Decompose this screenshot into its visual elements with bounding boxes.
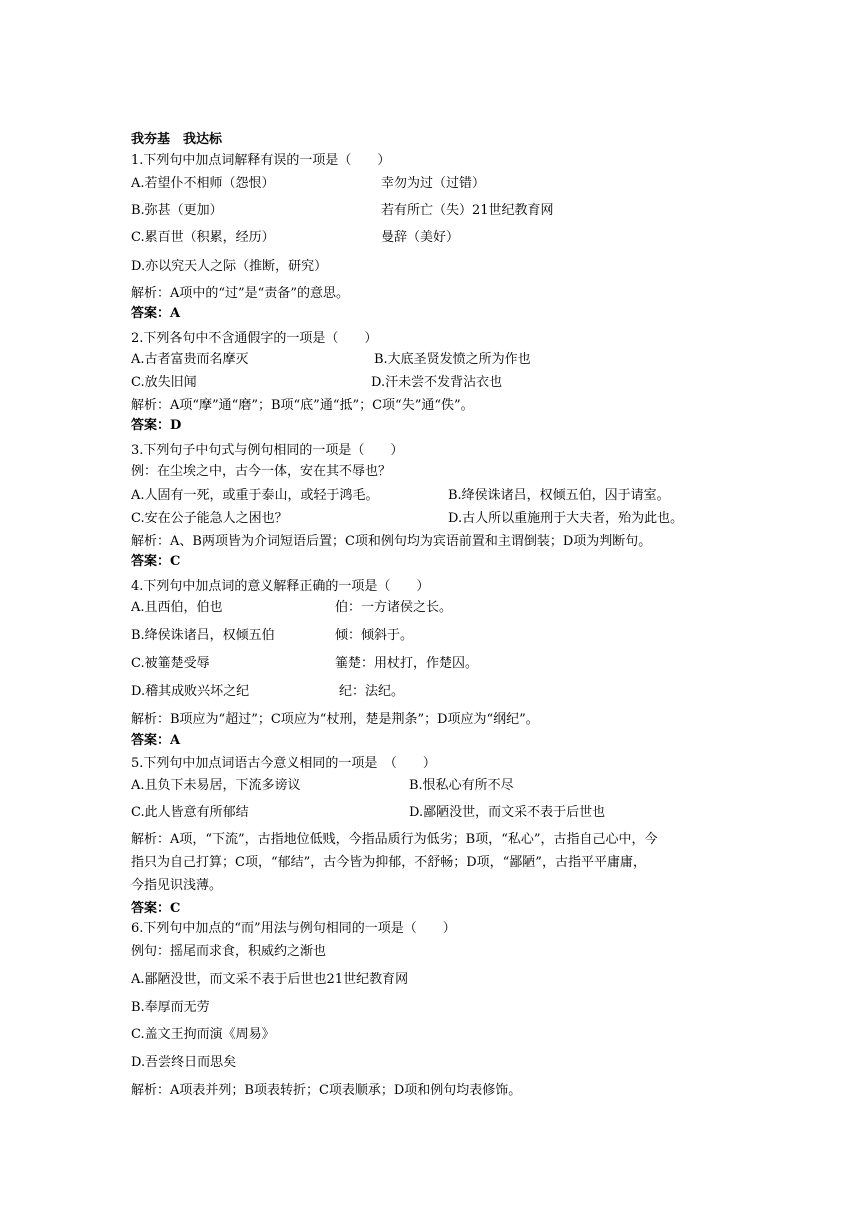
q5-analysis-line1: 解析：A项，“下流”，古指地位低贱，今指品质行为低劣；B项，“私心”，古指自己心中，今 [131, 832, 658, 847]
q2-option-a: A.古者富贵而名摩灭 [131, 352, 249, 367]
q4-analysis: 解析：B项应为“超过”；C项应为“杖刑，楚是荆条”；D项应为“纲纪”。 [131, 712, 539, 727]
q4-answer: 答案：A [131, 733, 181, 748]
q5-stem: 5.下列句中加点词语古今意义相同的一项是 （ ） [131, 756, 436, 771]
q3-option-b: B.绛侯诛诸吕，权倾五伯，囚于请室。 [448, 488, 670, 503]
q6-option-d: D.吾尝终日而思矣 [131, 1055, 237, 1070]
q5-option-b: B.恨私心有所不尽 [409, 778, 514, 793]
q4-option-c-right: 箠楚：用杖打，作楚囚。 [335, 656, 479, 671]
q2-stem: 2.下列各句中不含通假字的一项是（ ） [131, 331, 378, 346]
q2-option-d: D.汗未尝不发背沾衣也 [371, 375, 503, 390]
q2-option-b: B.大底圣贤发愤之所为作也 [374, 352, 531, 367]
q1-stem: 1.下列句中加点词解释有误的一项是（ ） [131, 153, 391, 168]
q4-option-d [131, 682, 405, 702]
q2-options-row2 [131, 373, 503, 393]
q6-option-b: B.奉厚而无劳 [131, 1000, 210, 1015]
q1-answer: 答案：A [131, 306, 181, 321]
q5-option-c: C.此人皆意有所郁结 [131, 805, 249, 820]
q1-option-d: D.亦以究天人之际（推断，研究） [131, 259, 328, 274]
q5-answer: 答案：C [131, 901, 181, 916]
q3-options-row1 [131, 486, 670, 506]
q5-option-a: A.且负下未易居，下流多谤议 [131, 778, 301, 793]
q5-option-d: D.鄙陋没世，而文采不表于后世也 [409, 805, 606, 820]
q6-option-a: A.鄙陋没世，而文采不表于后世也21世纪教育网 [131, 972, 409, 987]
q1-option-a-left: A.若望仆不相师（怨恨） [131, 176, 275, 191]
q5-analysis-line3: 今指见识浅薄。 [131, 878, 223, 893]
q1-option-c-right: 曼辞（美好） [381, 230, 460, 245]
q3-example: 例：在尘埃之中，古今一体，安在其不辱也？ [131, 464, 392, 479]
q1-option-b-right: 若有所亡（失）21世纪教育网 [381, 203, 554, 218]
q4-option-b-right: 倾：倾斜于。 [335, 628, 414, 643]
q4-option-a [131, 598, 453, 618]
q1-analysis: 解析：A项中的“过”是“责备”的意思。 [131, 286, 349, 301]
q3-option-d: D.古人所以重施刑于大夫者，殆为此也。 [448, 511, 684, 526]
q1-option-c [131, 228, 460, 248]
q4-option-c [131, 654, 479, 674]
q4-option-b [131, 626, 414, 646]
q3-stem: 3.下列句子中句式与例句相同的一项是（ ） [131, 443, 404, 458]
q6-option-c: C.盖文王拘而演《周易》 [131, 1027, 275, 1042]
q2-option-c: C.放失旧闻 [131, 375, 197, 390]
q1-option-a [131, 174, 486, 194]
q3-option-a: A.人固有一死，或重于泰山，或轻于鸿毛。 [131, 488, 379, 503]
q4-option-a-left: A.且西伯，伯也 [131, 600, 223, 615]
q2-options-row1 [131, 350, 531, 370]
q1-option-c-left: C.累百世（积累，经历） [131, 230, 275, 245]
q6-analysis: 解析：A项表并列；B项表转折；C项表顺承；D项和例句均表修饰。 [131, 1083, 522, 1098]
q3-analysis: 解析：A、B两项皆为介词短语后置；C项和例句均为宾语前置和主谓倒装；D项为判断句。 [131, 534, 652, 549]
q5-analysis-line2: 指只为自己打算；C项，“郁结”，古今皆为抑郁，不舒畅；D项，“鄙陋”，古指平平庸庸， [131, 855, 646, 870]
q3-answer: 答案：C [131, 554, 181, 569]
q3-option-c: C.安在公子能急人之困也？ [131, 511, 288, 526]
q1-option-b-left: B.弥甚（更加） [131, 203, 223, 218]
q1-option-a-right: 幸勿为过（过错） [381, 176, 486, 191]
q5-options-row1 [131, 776, 514, 796]
q2-analysis: 解析：A项“摩”通“磨”；B项“底”通“抵”；C项“失”通“佚”。 [131, 398, 474, 413]
q2-answer: 答案：D [131, 418, 182, 433]
q1-option-b [131, 201, 554, 221]
q3-options-row2 [131, 509, 684, 529]
q4-option-a-right: 伯：一方诸侯之长。 [335, 600, 453, 615]
q4-option-d-right: 纪：法纪。 [339, 684, 405, 699]
section-title: 我夯基 我达标 [131, 132, 223, 147]
q4-option-b-left: B.绛侯诛诸吕，权倾五伯 [131, 628, 275, 643]
q6-example: 例句：摇尾而求食，积威约之渐也 [131, 944, 327, 959]
q4-option-d-left: D.稽其成败兴坏之纪 [131, 684, 250, 699]
q5-options-row2 [131, 803, 606, 823]
q4-stem: 4.下列句中加点词的意义解释正确的一项是（ ） [131, 579, 430, 594]
q4-option-c-left: C.被箠楚受辱 [131, 656, 210, 671]
q6-stem: 6.下列句中加点的“而”用法与例句相同的一项是（ ） [131, 921, 456, 936]
